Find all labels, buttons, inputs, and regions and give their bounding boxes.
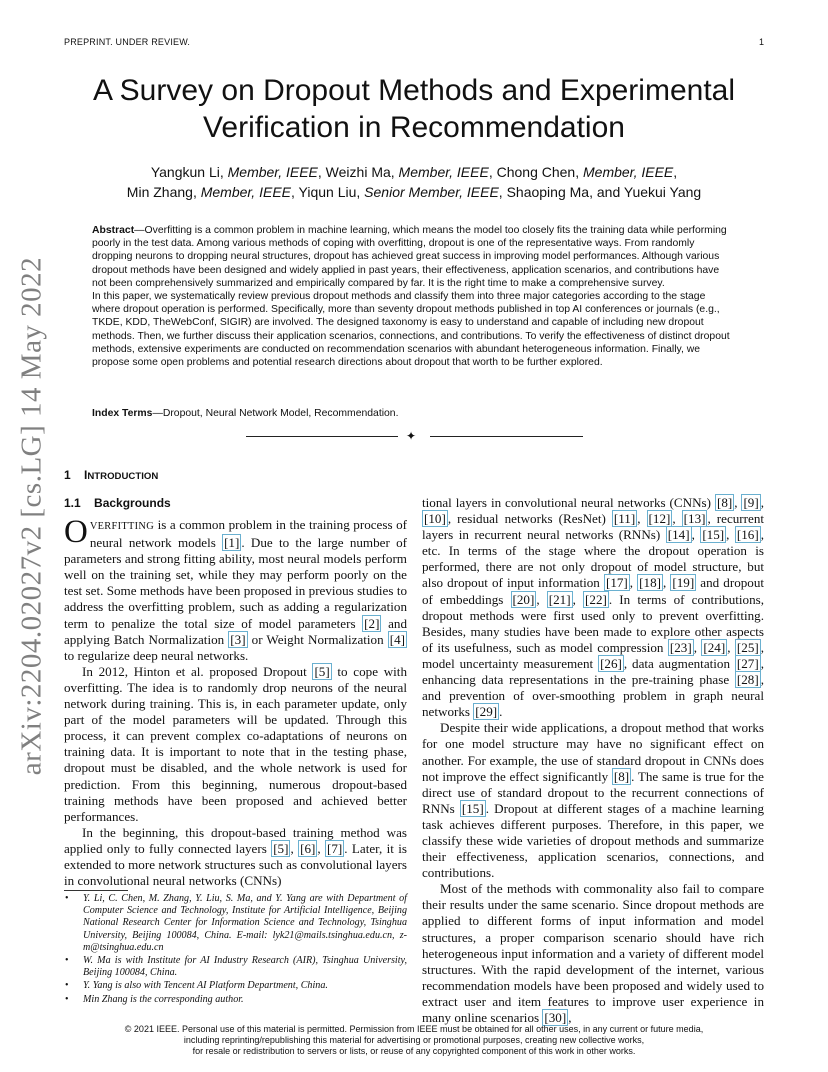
author-list bbox=[64, 162, 764, 202]
subsection-number: 1.1 bbox=[64, 496, 81, 510]
citation-link[interactable]: [23] bbox=[669, 639, 692, 655]
author-name: Yiqun Liu bbox=[298, 184, 357, 200]
body-text: Despite their wide applications, a dropout method that works for one model structure may have no significant effect on another. For example, the use of standard dropout in CNNs does not improve the effect significantly bbox=[422, 720, 764, 784]
small-caps-word: VERFITTING bbox=[89, 521, 155, 532]
body-text: etc. In terms of the stage where the dropout operation is performed, there are not only dropout of model structure, but also dropout of input information bbox=[422, 543, 764, 591]
page-number: 1 bbox=[758, 37, 764, 47]
citation-link[interactable]: [22] bbox=[585, 591, 607, 607]
body-column-right bbox=[422, 495, 764, 1026]
citation-link[interactable]: [27] bbox=[736, 655, 759, 671]
body-text: . In terms of contributions, dropout methods were first used only to prevent overfitting. Besides, many studies have been made to explore other aspects of its usefulness, such as model compression bbox=[422, 591, 765, 655]
citation-link[interactable]: [15] bbox=[461, 800, 484, 816]
body-text: . bbox=[499, 704, 503, 720]
citation-link[interactable]: [20] bbox=[512, 591, 535, 607]
body-text: data augmentation bbox=[627, 655, 735, 671]
body-text: to cope with overfitting. The idea is to randomly drop neurons of the neural network during training. This is, in each parameter update, only part of the model parameters will be updated. Through this process, it can prevent complex co-adaptations of neurons on training data. It is important to note that in the testing phase, dropout must be disabled, and the whole network is used for prediction. From this beginning, numerous dropout-based training methods have been proposed and achieved better performances. bbox=[64, 663, 407, 824]
copyright-notice bbox=[64, 1024, 764, 1057]
citation-link[interactable]: [21] bbox=[548, 591, 571, 607]
arxiv-watermark bbox=[14, 256, 50, 776]
body-paragraph-continued: tional layers in convolutional neural networks (CNNs) [8] , [9] , [10] , residual networks (ResNet) [11] , [12] , [13] , recurrent layers in recurrent neural networks (RNNs) [14] , [15] , [16] , etc. In terms of the stage where the dropout operation is performed, there are not only dropout of model structure, but also dropout of input information [17] , [18] , [19] and dropout of embeddings [20] , [21] , [22] . In terms of contributions, dropout methods were first used only to prevent overfitting. Besides, many studies have been made to explore other aspects of its usefulness, such as model compression [23] , [24] , [25] , model uncertainty measurement [26] , data augmentation [27] , enhancing data representations in the pre-training phase [28] , and prevention of over-smoothing problem in graph neural networks [29] . bbox=[422, 495, 765, 720]
author-name: Chong Chen bbox=[496, 164, 576, 180]
body-text: , bbox=[568, 1010, 572, 1025]
footnote-item bbox=[64, 893, 407, 954]
body-text: and applying Batch Normalization bbox=[64, 615, 407, 647]
arxiv-identifier: arXiv:2204.02027v2 [cs.LG] 14 May 2022 bbox=[15, 256, 48, 776]
author-line-1: Yangkun Li, Member, IEEE, Weizhi Ma, Member, IEEE, Chong Chen, Member, IEEE, bbox=[150, 164, 678, 180]
footnote-text: W. Ma is with Institute for AI Industry Research (AIR), Tsinghua University, Beijing 100084, China. bbox=[83, 955, 407, 979]
body-paragraph bbox=[422, 720, 764, 881]
body-text: Most of the methods with commonality also fail to compare their results under the same scenario. Since dropout methods are applied to different forms of input information and model structures, a proper comparison scenario should have rich heterogeneous input information and a variety of different model structures. With the rapid development of the internet, various recommendation models have been proposed and widely used to extract user and item features to improve user experience in many online scenarios bbox=[422, 881, 764, 1025]
abstract bbox=[92, 224, 736, 369]
citation-link[interactable]: [8] bbox=[613, 768, 630, 784]
author-role: Member, IEEE bbox=[583, 164, 674, 180]
citation-link[interactable]: [1] bbox=[224, 535, 240, 551]
citation-link[interactable]: [24] bbox=[703, 639, 726, 655]
paper-title: A Survey on Dropout Methods and Experimental Verification in Recommendation bbox=[92, 74, 736, 144]
body-text: . The same is true for the direct use of standard dropout to the recurrent connections of RNNs bbox=[422, 768, 764, 816]
body-text: , bbox=[317, 840, 325, 856]
citation-link[interactable]: [12] bbox=[648, 511, 671, 527]
bullet-icon: • bbox=[65, 980, 69, 992]
citation-link[interactable]: [19] bbox=[672, 575, 695, 591]
citation-link[interactable]: [25] bbox=[736, 639, 759, 655]
author-name: Shaoping Ma bbox=[506, 184, 590, 200]
citation-link[interactable]: [6] bbox=[300, 840, 316, 856]
citation-link[interactable]: [7] bbox=[327, 840, 343, 856]
body-text: or Weight Normalization bbox=[247, 631, 388, 647]
body-text: . Due to the large number of parameters and strong fitting ability, most neural models perform well on the training set, while they may perform poorly on the test set. Some methods have been proposed in previous studies to address the overfitting problem, such as adding a regularization term to penalize the total size of model parameters bbox=[64, 535, 407, 631]
footnote-text: Min Zhang is the corresponding author. bbox=[83, 993, 244, 1005]
body-text: , bbox=[290, 840, 299, 856]
section-heading bbox=[64, 468, 158, 482]
author-name: Weizhi Ma bbox=[325, 164, 391, 180]
citation-link[interactable]: [4] bbox=[389, 631, 406, 647]
author-name: Yuekui Yang bbox=[623, 184, 702, 200]
author-name: Yangkun Li bbox=[150, 164, 220, 180]
bullet-icon: • bbox=[65, 955, 69, 967]
citation-link[interactable]: [11] bbox=[613, 511, 636, 527]
abstract-label: Abstract bbox=[92, 225, 135, 236]
citation-link[interactable]: [10] bbox=[424, 511, 446, 527]
citation-link[interactable]: [17] bbox=[605, 575, 628, 591]
citation-link[interactable]: [2] bbox=[364, 615, 380, 631]
body-text: tional layers in convolutional neural networks (CNNs) bbox=[422, 495, 715, 510]
citation-link[interactable]: [30] bbox=[544, 1010, 567, 1025]
body-paragraph bbox=[64, 825, 407, 889]
body-text: is a common problem in the training process of neural network models bbox=[89, 517, 407, 551]
body-text: . Later, it is extended to more network structures such as convolutional layers in convolutional neural networks (CNNs) bbox=[64, 840, 407, 889]
body-text: enhancing data representations in the pre-training phase bbox=[422, 672, 735, 688]
body-text: recurrent layers in recurrent neural networks (RNNs) bbox=[422, 511, 765, 543]
abstract-dash: — bbox=[134, 225, 145, 236]
body-text: In 2012, Hinton et al. proposed Dropout bbox=[82, 663, 313, 679]
footnote-text: Y. Li, C. Chen, M. Zhang, Y. Liu, S. Ma, and Y. Yang are with Department of Computer Science and Technology, Institute for Artificial Intelligence, Beijing National Research Center for Information Science and Technology, Tsinghua University, Beijing 100084, China. E-mail: lyk21@mails.tsinghua.edu.cn, z-m@tsinghua.edu.cn bbox=[83, 893, 407, 953]
body-paragraph bbox=[64, 664, 407, 825]
copyright-line: for resale or redistribution to servers or lists, or reuse of any copyrighted component of this work in other works. bbox=[192, 1046, 636, 1056]
citation-link[interactable]: [16] bbox=[736, 527, 759, 543]
body-column-left bbox=[64, 514, 407, 889]
divider-right bbox=[430, 436, 583, 437]
abstract-paragraph-2: In this paper, we systematically review previous dropout methods and classify them into three major categories according to the stage where dropout operation is performed. Specifically, more than seventy dropout methods published in top AI conferences or journals (e.g., TKDE, KDD, TheWebConf, SIGIR) are involved. The designed taxonomy is easy to understand and capable of including new dropout methods. Then, we further discuss their application scenarios, connections, and contributions. To verify the effectiveness of distinct dropout methods, extensive experiments are conducted on recommendation scenarios with abundant heterogeneous information. Finally, we propose some open problems and potential research directions about dropout that worth to be further explored. bbox=[92, 291, 730, 369]
body-text: In the beginning, this dropout-based training method was applied only to fully connected layers bbox=[64, 824, 407, 856]
section-title-initial: I bbox=[84, 468, 88, 482]
body-paragraph bbox=[64, 514, 407, 664]
copyright-line: including reprinting/republishing this material for advertising or promotional purposes, creating new collective works, bbox=[183, 1035, 645, 1045]
citation-link[interactable]: [3] bbox=[230, 631, 246, 647]
author-name: Min Zhang bbox=[126, 184, 193, 200]
citation-link[interactable]: [5] bbox=[273, 840, 289, 856]
citation-link[interactable]: [26] bbox=[600, 655, 622, 671]
footnote-text: Y. Yang is also with Tencent AI Platform Department, China. bbox=[83, 980, 328, 992]
subsection-title: Backgrounds bbox=[94, 496, 171, 510]
citation-link[interactable]: [15] bbox=[702, 527, 725, 543]
author-role: Member, IEEE bbox=[200, 184, 291, 200]
footnote-item bbox=[64, 980, 407, 992]
citation-link[interactable]: [5] bbox=[314, 663, 330, 679]
citation-link[interactable]: [8] bbox=[716, 495, 733, 510]
citation-link[interactable]: [14] bbox=[667, 527, 690, 543]
bullet-icon: • bbox=[65, 893, 69, 904]
author-line-2: Min Zhang, Member, IEEE, Yiqun Liu, Senior Member, IEEE, Shaoping Ma, and Yuekui Yang bbox=[126, 184, 702, 200]
section-title-rest: NTRODUCTION bbox=[87, 471, 159, 482]
abstract-paragraph-1 bbox=[92, 224, 736, 290]
bullet-icon: • bbox=[65, 993, 69, 1005]
index-terms-text: —Dropout, Neural Network Model, Recommendation. bbox=[152, 408, 399, 419]
citation-link[interactable]: [29] bbox=[475, 704, 498, 720]
drop-cap: O bbox=[64, 514, 88, 550]
citation-link[interactable]: [13] bbox=[683, 511, 706, 527]
body-text: and dropout of embeddings bbox=[422, 575, 765, 607]
citation-link[interactable]: [28] bbox=[736, 672, 759, 688]
author-role: Senior Member, IEEE bbox=[364, 184, 499, 200]
copyright-line: © 2021 IEEE. Personal use of this material is permitted. Permission from IEEE must be obtained for all other uses, in any current or future media, bbox=[124, 1024, 704, 1034]
body-text: . Dropout at different stages of a machine learning task achieves different purposes. Therefore, in this paper, we classify these wide varieties of dropout methods and summarize their effectiveness, application scenarios, connections, and contributions. bbox=[422, 800, 765, 881]
footnote-item bbox=[64, 994, 407, 1006]
subsection-heading bbox=[64, 496, 171, 510]
author-role: Member, IEEE bbox=[398, 164, 489, 180]
footnotes bbox=[64, 893, 407, 1007]
divider-diamond-icon: ✦ bbox=[406, 429, 417, 443]
index-terms-label: Index Terms bbox=[92, 408, 153, 419]
footnote-item bbox=[64, 955, 407, 979]
body-text: residual networks (ResNet) bbox=[451, 511, 612, 527]
section-number: 1 bbox=[64, 468, 71, 482]
footnote-rule bbox=[64, 890, 128, 891]
body-paragraph bbox=[422, 881, 764, 1026]
index-terms bbox=[92, 408, 398, 419]
citation-link[interactable]: [9] bbox=[743, 495, 759, 510]
abstract-text-1: Overfitting is a common problem in machine learning, which means the model too closely fits the training data while performing poorly in the test data. Among various methods of coping with overfitting, dropout is one of the representative ways. From randomly dropping neurons to dropping neural structures, dropout has achieved great success in improving model performances. Although various dropout methods have been designed and widely applied in past years, their effectiveness, application scenarios, and contributions have not been comprehensively summarized and empirically compared by far. It is the right time to make a comprehensive survey. bbox=[92, 225, 727, 289]
author-role: Member, IEEE bbox=[227, 164, 318, 180]
body-text: and prevention of over-smoothing problem in graph neural networks bbox=[422, 688, 764, 720]
running-header: PREPRINT. UNDER REVIEW. bbox=[64, 37, 191, 47]
body-text: to regularize deep neural networks. bbox=[64, 647, 249, 663]
citation-link[interactable]: [18] bbox=[639, 575, 661, 591]
divider-left bbox=[246, 436, 398, 437]
body-text: model uncertainty measurement bbox=[422, 655, 599, 671]
